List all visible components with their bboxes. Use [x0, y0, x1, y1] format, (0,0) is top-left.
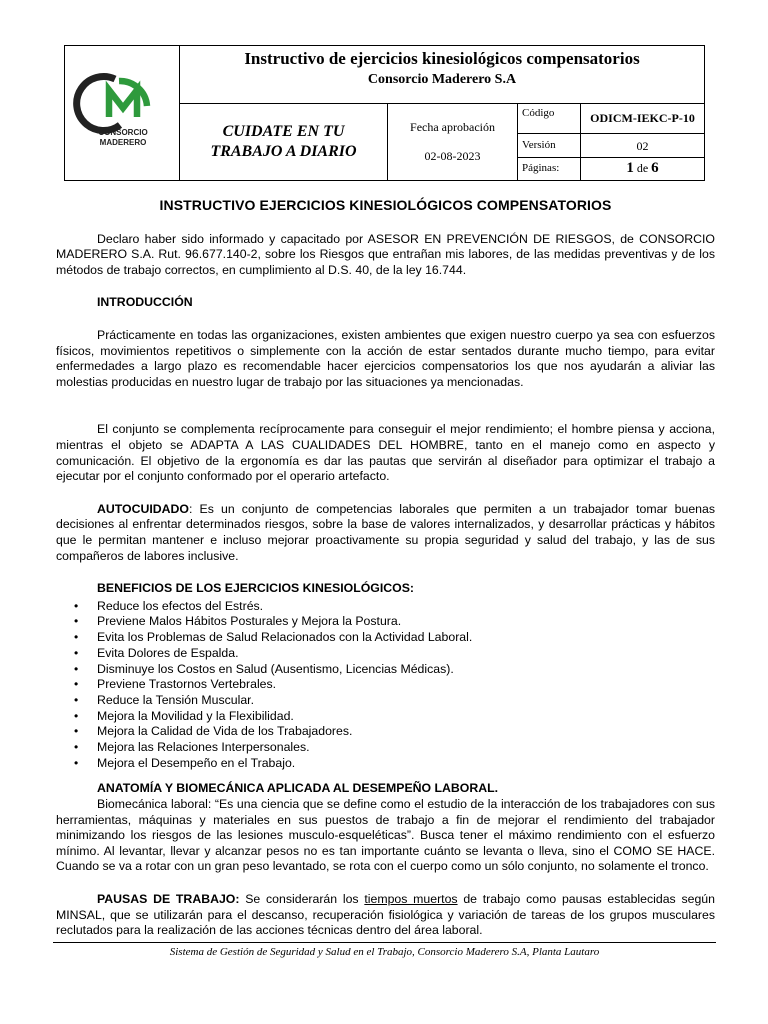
footer-divider	[53, 942, 716, 943]
header-company: Consorcio Maderero S.A	[367, 72, 517, 87]
version-label: Versión	[518, 134, 581, 158]
list-item: • Mejora las Relaciones Interpersonales.	[74, 740, 310, 755]
biomechanics-text: Biomecánica laboral: “Es una ciencia que se define como el estudio de la interacción de los trabajadores con sus herramientas, máquinas y materiales en sus puestos de trabajo a fin de mejorar el rendimiento del trabajador minimizando los riesgos de las lesiones musculo-esqueléticas”. Busca tener el máximo rendimiento con el esfuerzo mínimo. Al levantar, llevar y alcanzar pesos no es tan importante cuánto se levanta o lleva, sino el COMO SE HACE. Cuando se va a rotar con un gran peso levantado, se rota con el cuerpo como un sólo conjunto, no solamente el tronco.	[56, 797, 715, 874]
code-label: Código	[518, 104, 581, 134]
list-item: • Evita los Problemas de Salud Relacionados con la Actividad Laboral.	[74, 630, 473, 645]
bullet-icon: •	[74, 630, 79, 645]
pausas-text-pre: Se considerarán los	[239, 891, 365, 906]
logo-text-line1: CONSORCIO	[98, 128, 148, 137]
list-item: • Mejora la Movilidad y la Flexibilidad.	[74, 708, 294, 723]
bullet-icon: •	[74, 661, 79, 676]
header-approval-date-cell	[388, 104, 518, 180]
declaration-paragraph: Declaro haber sido informado y capacitado por ASESOR EN PREVENCIÓN DE RIESGOS, de CONSORCIO MADERERO S.A. Rut. 96.677.140-2, sobre los Riesgos que entrañan mis labores, de las medidas preventivas y de los métodos de trabajo correctos, en cumplimiento al D.S. 40, de la ley 16.744.	[56, 231, 715, 277]
bullet-icon: •	[74, 614, 79, 629]
page-footer: Sistema de Gestión de Seguridad y Salud en el Trabajo, Consorcio Maderero S.A, Planta Lautaro	[169, 946, 600, 958]
pausas-paragraph	[56, 892, 715, 939]
biomechanics-paragraph	[56, 797, 715, 875]
intro-paragraph-1: Prácticamente en todas las organizaciones, existen ambientes que exigen nuestro cuerpo ya sea con esfuerzos físicos, movimientos repetitivos o simplemente con la acción de estar sentados durante mucho tiempo, para evitar enfermedades a largo plazo es recomendable hacer ejercicios compensatorios los que nos ayudarán a aliviar las molestias producidas en nuestro lugar de trabajo por las situaciones ya mencionadas.	[56, 327, 715, 389]
list-item: • Reduce los efectos del Estrés.	[74, 598, 264, 613]
autocuidado-paragraph	[56, 502, 715, 564]
list-item: • Disminuye los Costos en Salud (Ausentismo, Licencias Médicas).	[74, 661, 454, 676]
list-item: • Mejora el Desempeño en el Trabajo.	[74, 755, 296, 770]
autocuidado-text: : Es un conjunto de competencias laborales que permiten a un trabajador tomar buenas decisiones al enfrentar determinados riesgos, sobre la base de valores internalizados, y desarrollar prácticas y hábitos que le permitan mantener e incluso mejorar proactivamente su propia seguridad y salud del trabajo, y las de sus compañeros de labores inclusive.	[56, 501, 715, 563]
benefits-list	[56, 599, 715, 772]
code-value: ODICM-IEKC-P-10	[581, 104, 704, 134]
list-item: • Evita Dolores de Espalda.	[74, 645, 239, 660]
intro-heading: INTRODUCCIÓN	[97, 295, 193, 310]
pages-value	[581, 158, 704, 180]
autocuidado-label: AUTOCUIDADO	[97, 501, 189, 516]
pages-label: Páginas:	[518, 158, 581, 180]
benefits-heading: BENEFICIOS DE LOS EJERCICIOS KINESIOLÓGICOS:	[97, 581, 415, 596]
consorcio-maderero-logo-mark	[65, 46, 180, 180]
header-title-cell	[180, 46, 704, 104]
approval-date-value: 02-08-2023	[424, 149, 481, 163]
list-item: • Reduce la Tensión Muscular.	[74, 692, 254, 707]
bullet-icon: •	[74, 645, 79, 660]
header-slogan: CUIDATE EN TU TRABAJO A DIARIO	[180, 104, 388, 180]
approval-date-label: Fecha aprobación	[410, 120, 495, 134]
list-item: • Mejora la Calidad de Vida de los Trabajadores.	[74, 724, 353, 739]
pausas-label: PAUSAS DE TRABAJO:	[97, 891, 240, 906]
document-title: INSTRUCTIVO EJERCICIOS KINESIOLÓGICOS COMPENSATORIOS	[159, 197, 612, 213]
page-total: 6	[651, 160, 659, 176]
document-header-table	[64, 45, 705, 181]
page-current: 1	[626, 160, 634, 176]
bullet-icon: •	[74, 755, 79, 770]
page-separator: de	[633, 161, 652, 175]
company-logo	[65, 46, 180, 180]
list-item: • Previene Malos Hábitos Posturales y Mejora la Postura.	[74, 614, 402, 629]
bullet-icon: •	[74, 708, 79, 723]
bullet-icon: •	[74, 598, 79, 613]
bullet-icon: •	[74, 724, 79, 739]
pausas-underlined-term: tiempos muertos	[364, 891, 458, 906]
intro-paragraph-2: El conjunto se complementa recíprocamente para conseguir el mejor rendimiento; el hombre piensa y acciona, mientras el objeto se ADAPTA A LAS CUALIDADES DEL HOMBRE, tanto en el manejo como en aspecto y comunicación. El objetivo de la ergonomía es dar las pautas que servirán al diseñador para optimizar el trabajo a ejecutar por el conjunto conformado por el operario artefacto.	[56, 422, 715, 484]
bullet-icon: •	[74, 740, 79, 755]
bullet-icon: •	[74, 677, 79, 692]
pausas-text-post: de trabajo como pausas establecidas según MINSAL, que se utilizarán para el descanso, recuperación fisiológica y variación de tareas de los grupos musculares reclutados para la realización de las acciones técnicas dentro del área laboral.	[56, 891, 715, 938]
bullet-icon: •	[74, 692, 79, 707]
version-value: 02	[581, 134, 704, 158]
logo-text-line2: MADERERO	[99, 138, 147, 147]
list-item: • Previene Trastornos Vertebrales.	[74, 677, 277, 692]
anatomy-heading: ANATOMÍA Y BIOMECÁNICA APLICADA AL DESEMPEÑO LABORAL.	[97, 781, 499, 796]
document-body	[56, 198, 715, 956]
header-title: Instructivo de ejercicios kinesiológicos compensatorios	[244, 49, 640, 68]
